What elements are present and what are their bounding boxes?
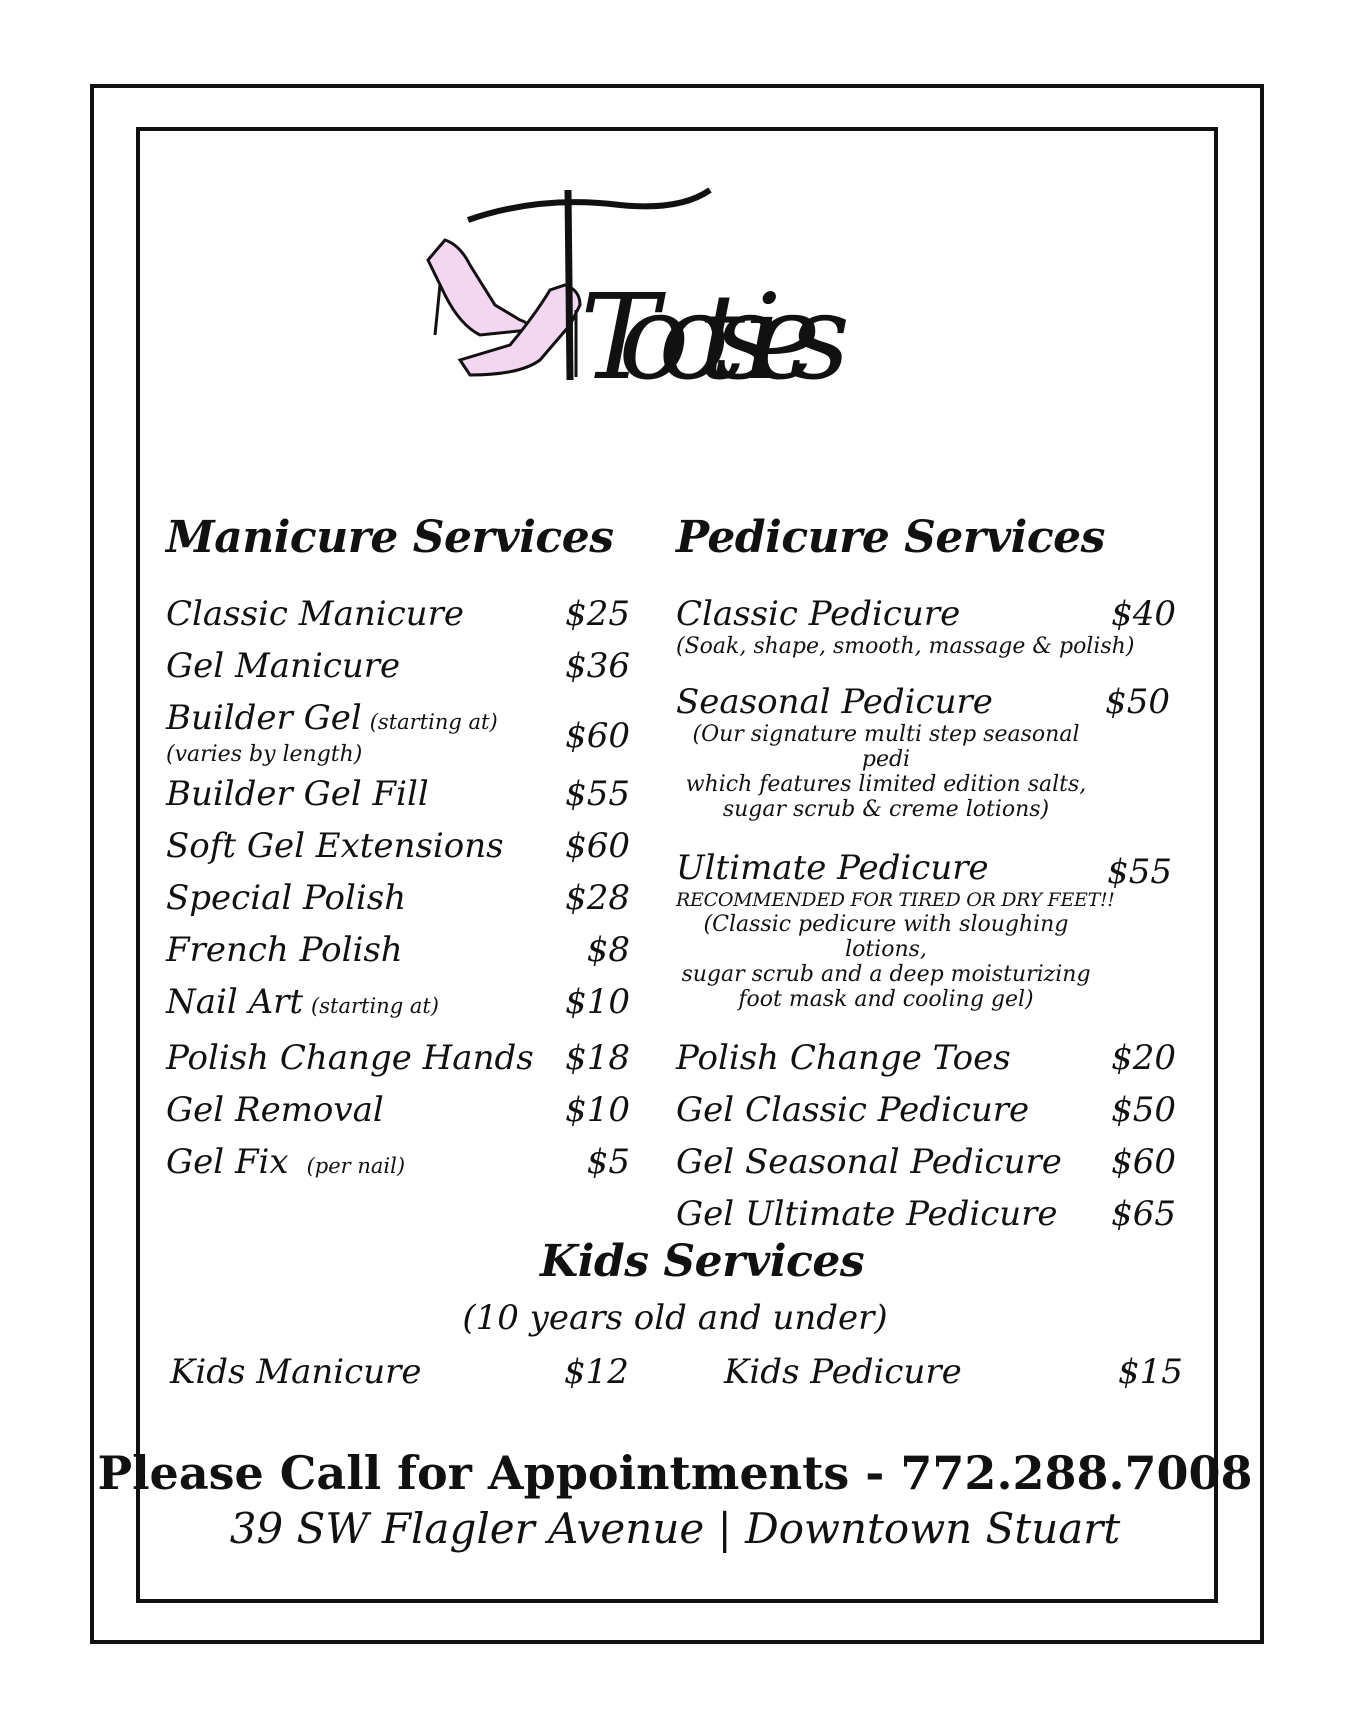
item-description: (Soak, shape, smooth, massage & polish) xyxy=(676,634,1135,659)
price: $55 xyxy=(1107,852,1172,892)
item-description: sugar scrub & creme lotions) xyxy=(722,797,1050,822)
price: $60 xyxy=(565,826,630,866)
kids-manicure-price: $12 xyxy=(564,1352,629,1392)
kids-age-note: (10 years old and under) xyxy=(462,1298,888,1338)
manicure-item: Nail Art (starting at) $10 xyxy=(166,982,630,1022)
manicure-item: Builder Gel (starting at) (varies by length) $60 xyxy=(166,698,630,767)
item-description: (Our signature multi step seasonal pedi xyxy=(692,722,1080,772)
item-note: (starting at) xyxy=(369,710,498,734)
price: $8 xyxy=(586,930,630,970)
item-description: sugar scrub and a deep moisturizing xyxy=(681,962,1091,987)
item-description: which features limited edition salts, xyxy=(685,772,1087,797)
price: $28 xyxy=(565,878,630,918)
manicure-item: Gel Fix (per nail) $5 xyxy=(166,1142,630,1182)
price: $5 xyxy=(586,1142,630,1182)
kids-pedicure-price: $15 xyxy=(1118,1352,1183,1392)
price: $65 xyxy=(1111,1194,1176,1234)
pedicure-item: Ultimate Pedicure $55 RECOMMENDED FOR TIRED OR DRY FEET!! (Classic pedicure with sloughing lotions, sugar scrub and a deep moisturizing foot mask and cooling gel) xyxy=(676,848,1188,1012)
price: $36 xyxy=(565,646,630,686)
item-note: (starting at) xyxy=(311,994,439,1018)
kids-services-title: Kids Services xyxy=(540,1236,865,1287)
item-description: (Classic pedicure with sloughing lotions, xyxy=(703,912,1069,962)
pedicure-item: Seasonal Pedicure $50 (Our signature multi step seasonal pedi which features limited edition salts, sugar scrub & creme lotions) xyxy=(676,682,1170,822)
manicure-item: Classic Manicure $25 xyxy=(166,594,630,634)
item-description: foot mask and cooling gel) xyxy=(738,987,1034,1012)
address: 39 SW Flagler Avenue | Downtown Stuart xyxy=(229,1504,1121,1553)
manicure-item: Gel Manicure $36 xyxy=(166,646,630,686)
manicure-item: Gel Removal $10 xyxy=(166,1090,630,1130)
appointment-phone: Please Call for Appointments - 772.288.7008 xyxy=(97,1446,1253,1500)
pedicure-item: Polish Change Toes $20 xyxy=(676,1038,1176,1078)
item-subnote: (varies by length) xyxy=(166,742,363,767)
price: $18 xyxy=(565,1038,630,1078)
logo-text: Tootsies xyxy=(580,268,850,406)
pedicure-services-title: Pedicure Services xyxy=(676,512,1105,563)
price: $50 xyxy=(1105,682,1170,722)
manicure-item: Special Polish $28 xyxy=(166,878,630,918)
price: $20 xyxy=(1111,1038,1176,1078)
pedicure-item: Gel Seasonal Pedicure $60 xyxy=(676,1142,1176,1182)
kids-pedicure-name: Kids Pedicure xyxy=(724,1352,962,1392)
pedicure-item: Gel Ultimate Pedicure $65 xyxy=(676,1194,1176,1234)
price: $60 xyxy=(565,716,630,756)
manicure-item: Soft Gel Extensions $60 xyxy=(166,826,630,866)
price: $10 xyxy=(565,1090,630,1130)
price: $60 xyxy=(1111,1142,1176,1182)
manicure-item: French Polish $8 xyxy=(166,930,630,970)
pedicure-item: Gel Classic Pedicure $50 xyxy=(676,1090,1176,1130)
price: $10 xyxy=(565,982,630,1022)
price: $55 xyxy=(565,774,630,814)
pedicure-list xyxy=(676,594,1188,1234)
kids-manicure-name: Kids Manicure xyxy=(170,1352,422,1392)
manicure-list xyxy=(166,594,630,1198)
high-heels-icon xyxy=(420,185,940,440)
pedicure-item: Classic Pedicure $40 (Soak, shape, smooth, massage & polish) xyxy=(676,594,1188,660)
price: $40 xyxy=(1111,594,1176,634)
manicure-item: Builder Gel Fill $55 xyxy=(166,774,630,814)
price: $50 xyxy=(1111,1090,1176,1130)
price: $25 xyxy=(565,594,630,634)
manicure-services-title: Manicure Services xyxy=(166,512,614,563)
item-recommendation: RECOMMENDED FOR TIRED OR DRY FEET!! xyxy=(676,889,1115,911)
tootsies-logo xyxy=(420,185,940,440)
manicure-item: Polish Change Hands $18 xyxy=(166,1038,630,1078)
item-note: (per nail) xyxy=(306,1154,406,1178)
